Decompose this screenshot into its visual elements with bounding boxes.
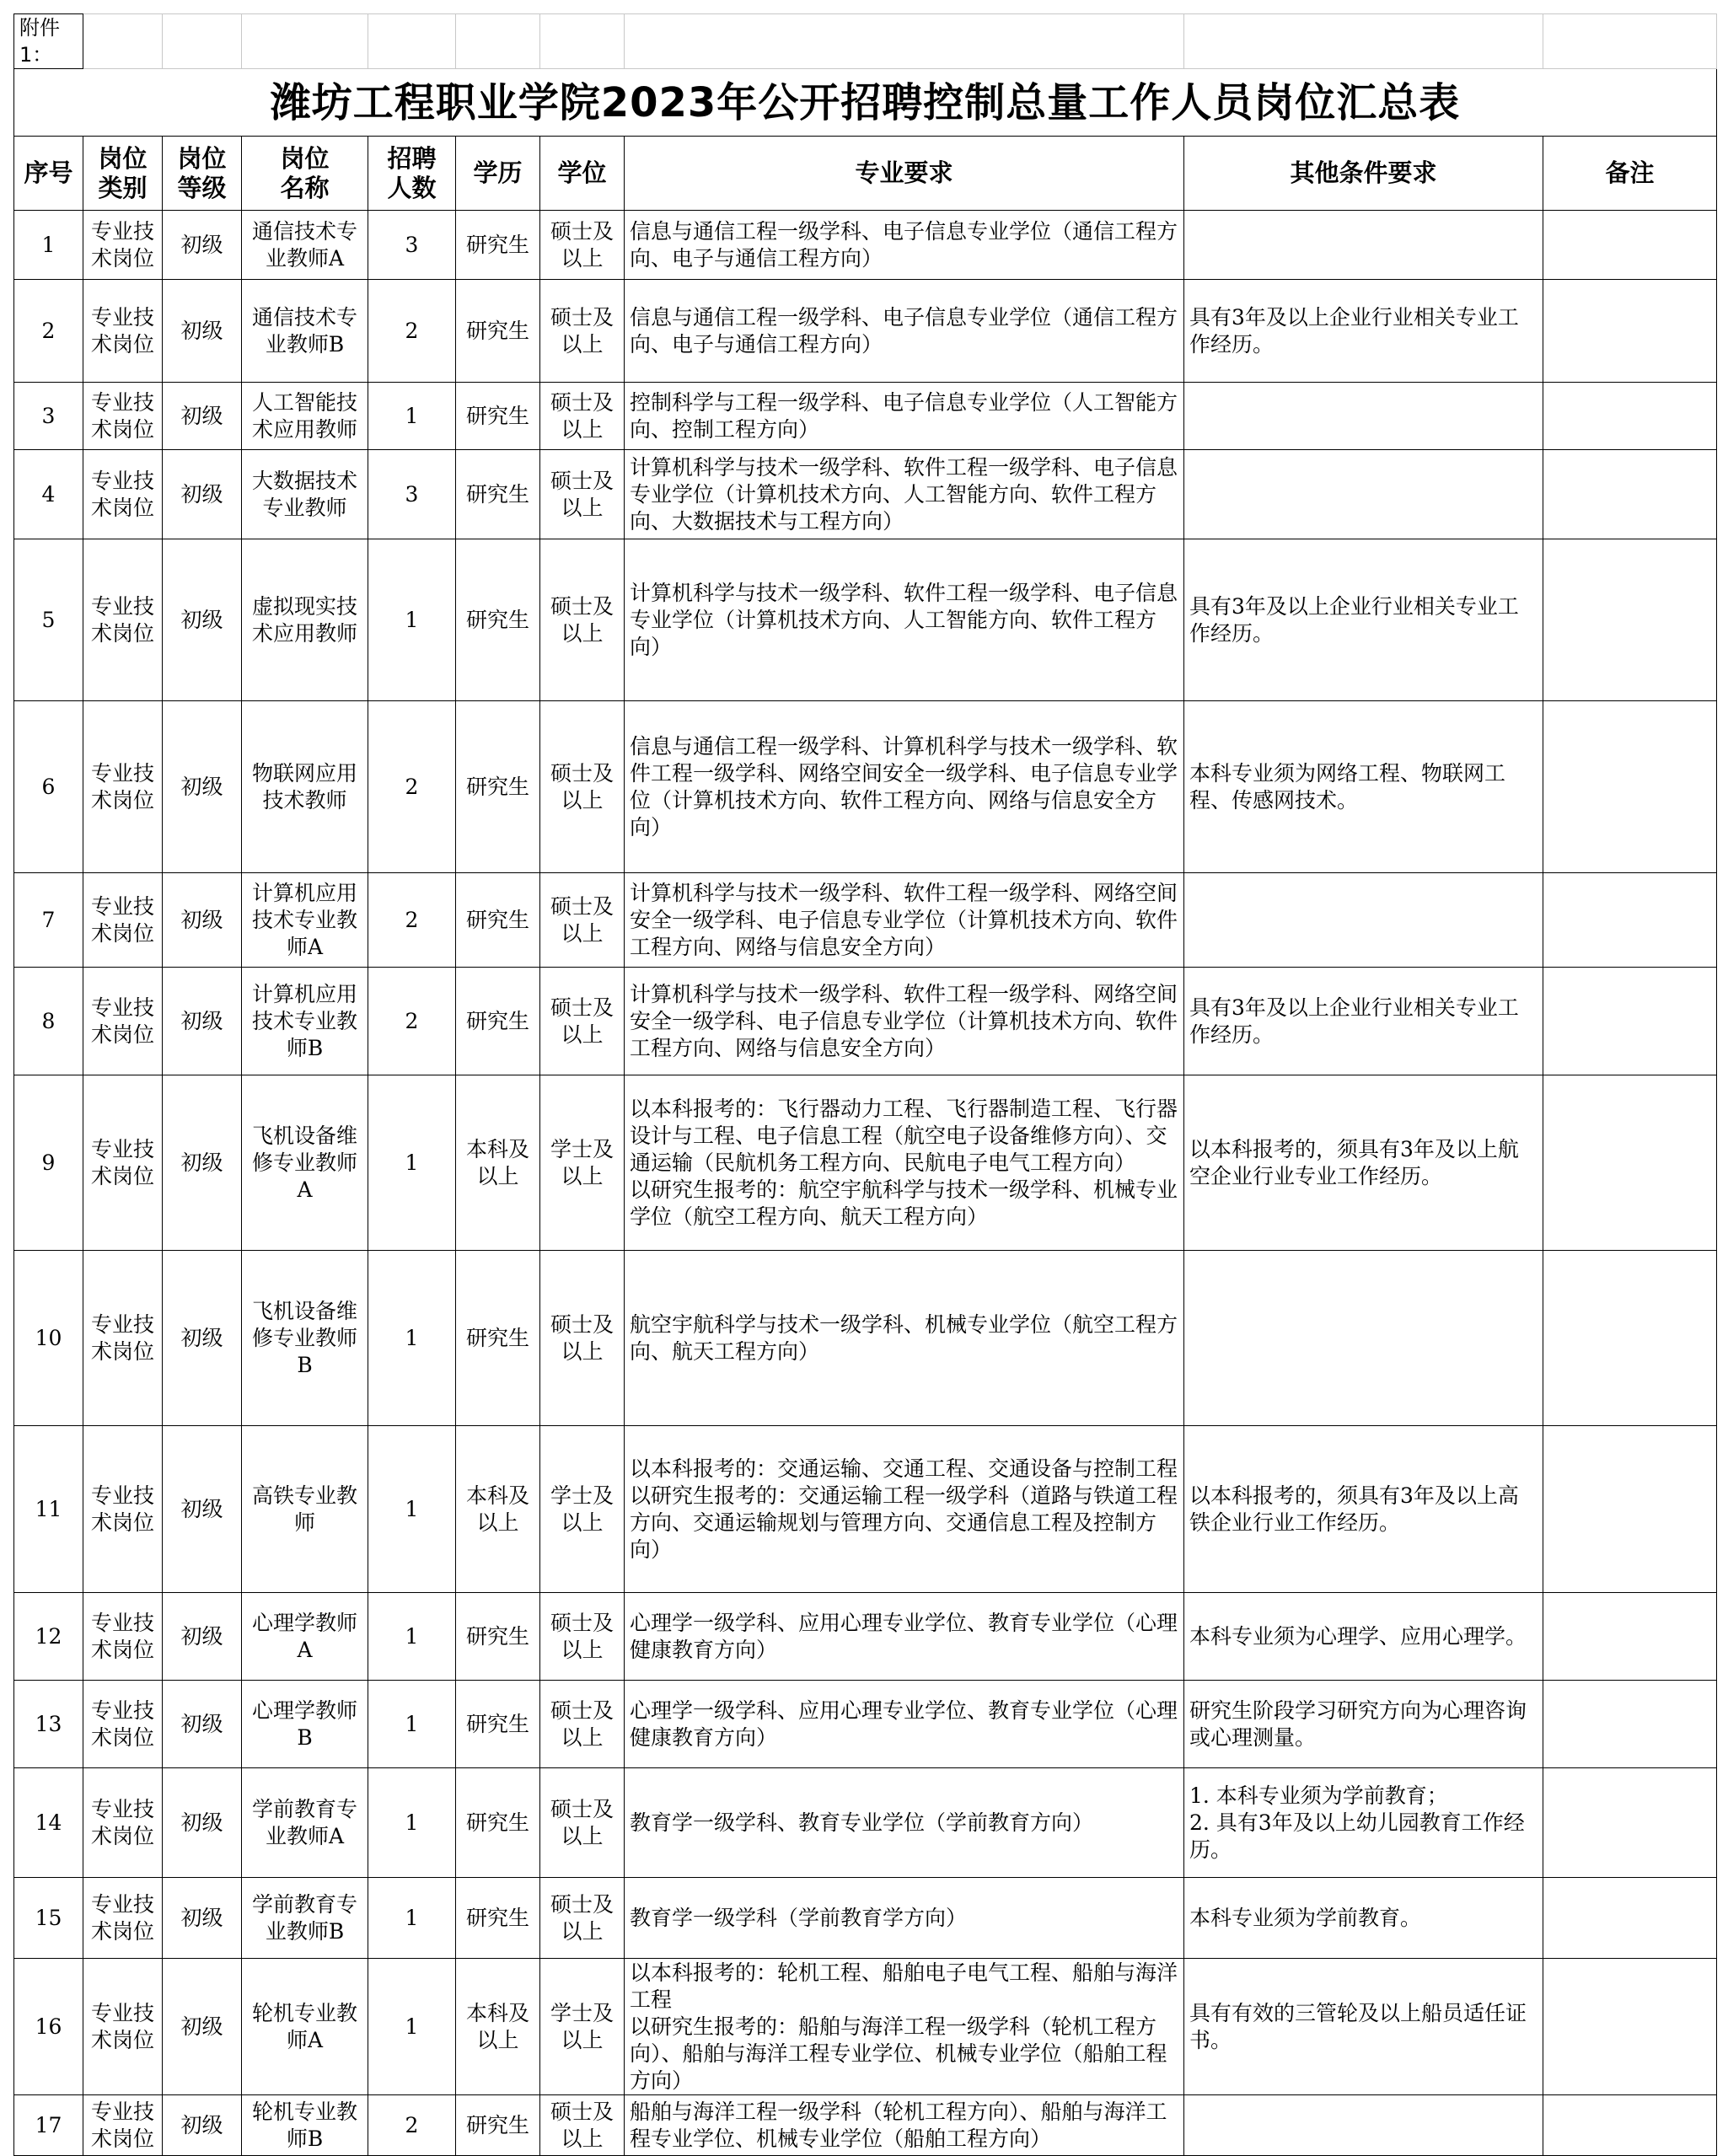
row-major: 心理学一级学科、应用心理专业学位、教育专业学位（心理健康教育方向） xyxy=(625,1681,1184,1768)
row-note xyxy=(1543,1878,1717,1959)
row-count: 2 xyxy=(368,968,456,1075)
row-education: 研究生 xyxy=(456,1878,540,1959)
header-category: 岗位 类别 xyxy=(83,137,163,211)
row-name: 轮机专业教 师B xyxy=(242,2095,368,2156)
table-row xyxy=(14,1768,1717,1878)
row-count: 3 xyxy=(368,450,456,539)
row-major: 信息与通信工程一级学科、电子信息专业学位（通信工程方向、电子与通信工程方向） xyxy=(625,280,1184,383)
row-education: 研究生 xyxy=(456,968,540,1075)
row-degree: 硕士及 以上 xyxy=(540,1768,625,1878)
row-major: 航空宇航科学与技术一级学科、机械专业学位（航空工程方向、航天工程方向） xyxy=(625,1251,1184,1426)
row-no: 8 xyxy=(14,968,83,1075)
row-name: 飞机设备维 修专业教师B xyxy=(242,1251,368,1426)
row-education: 研究生 xyxy=(456,1593,540,1681)
table-row xyxy=(14,2095,1717,2156)
row-major: 以本科报考的：飞行器动力工程、飞行器制造工程、飞行器设计与工程、电子信息工程（航空电子设备维修方向）、交通运输（民航机务工程方向、民航电子电气工程方向） 以研究生报考的：航空宇航科学与技术一级学科、机械专业学位（航空工程方向、航天工程方向） xyxy=(625,1075,1184,1251)
row-name: 心理学教师A xyxy=(242,1593,368,1681)
row-category: 专业技 术岗位 xyxy=(83,968,163,1075)
row-no: 12 xyxy=(14,1593,83,1681)
row-degree: 硕士及 以上 xyxy=(540,450,625,539)
row-category: 专业技 术岗位 xyxy=(83,1681,163,1768)
row-category: 专业技 术岗位 xyxy=(83,1426,163,1593)
row-major: 以本科报考的：交通运输、交通工程、交通设备与控制工程 以研究生报考的：交通运输工程一级学科（道路与铁道工程方向、交通运输规划与管理方向、交通信息工程及控制方向） xyxy=(625,1426,1184,1593)
row-count: 1 xyxy=(368,1251,456,1426)
row-education: 研究生 xyxy=(456,1251,540,1426)
row-major: 心理学一级学科、应用心理专业学位、教育专业学位（心理健康教育方向） xyxy=(625,1593,1184,1681)
row-degree: 学士及 以上 xyxy=(540,1075,625,1251)
row-level: 初级 xyxy=(163,1593,242,1681)
header-note: 备注 xyxy=(1543,137,1717,211)
row-category: 专业技 术岗位 xyxy=(83,701,163,873)
row-education: 研究生 xyxy=(456,383,540,450)
empty-cell xyxy=(83,14,163,69)
row-note xyxy=(1543,280,1717,383)
row-name: 物联网应用 技术教师 xyxy=(242,701,368,873)
row-major: 以本科报考的：轮机工程、船舶电子电气工程、船舶与海洋工程 以研究生报考的：船舶与海洋工程一级学科（轮机工程方向）、船舶与海洋工程专业学位、机械专业学位（船舶工程方向） xyxy=(625,1959,1184,2095)
row-category: 专业技 术岗位 xyxy=(83,1768,163,1878)
row-level: 初级 xyxy=(163,701,242,873)
row-level: 初级 xyxy=(163,1959,242,2095)
header-other: 其他条件要求 xyxy=(1184,137,1543,211)
row-category: 专业技 术岗位 xyxy=(83,1959,163,2095)
row-category: 专业技 术岗位 xyxy=(83,539,163,701)
row-other: 具有3年及以上企业行业相关专业工作经历。 xyxy=(1184,968,1543,1075)
header-education: 学历 xyxy=(456,137,540,211)
row-level: 初级 xyxy=(163,1681,242,1768)
header-level: 岗位 等级 xyxy=(163,137,242,211)
row-note xyxy=(1543,539,1717,701)
row-education: 研究生 xyxy=(456,211,540,280)
row-no: 9 xyxy=(14,1075,83,1251)
row-degree: 硕士及 以上 xyxy=(540,211,625,280)
row-count: 2 xyxy=(368,280,456,383)
row-major: 教育学一级学科、教育专业学位（学前教育方向） xyxy=(625,1768,1184,1878)
table-row xyxy=(14,539,1717,701)
row-no: 16 xyxy=(14,1959,83,2095)
row-major: 计算机科学与技术一级学科、软件工程一级学科、电子信息专业学位（计算机技术方向、人工智能方向、软件工程方向、大数据技术与工程方向） xyxy=(625,450,1184,539)
row-no: 7 xyxy=(14,873,83,968)
row-name: 大数据技术 专业教师 xyxy=(242,450,368,539)
row-level: 初级 xyxy=(163,1426,242,1593)
row-other: 以本科报考的，须具有3年及以上航空企业行业专业工作经历。 xyxy=(1184,1075,1543,1251)
row-degree: 硕士及 以上 xyxy=(540,1593,625,1681)
row-count: 1 xyxy=(368,383,456,450)
row-name: 心理学教师B xyxy=(242,1681,368,1768)
row-count: 1 xyxy=(368,539,456,701)
row-education: 研究生 xyxy=(456,2095,540,2156)
row-other: 具有3年及以上企业行业相关专业工作经历。 xyxy=(1184,539,1543,701)
row-other: 本科专业须为网络工程、物联网工程、传感网技术。 xyxy=(1184,701,1543,873)
row-note xyxy=(1543,701,1717,873)
title-row xyxy=(14,69,1717,137)
empty-cell xyxy=(242,14,368,69)
row-degree: 硕士及 以上 xyxy=(540,968,625,1075)
row-category: 专业技 术岗位 xyxy=(83,873,163,968)
table-row xyxy=(14,873,1717,968)
table-row xyxy=(14,701,1717,873)
row-level: 初级 xyxy=(163,383,242,450)
annex-label: 附件1： xyxy=(14,14,83,69)
table-row xyxy=(14,1426,1717,1593)
row-degree: 硕士及 以上 xyxy=(540,873,625,968)
header-degree: 学位 xyxy=(540,137,625,211)
row-category: 专业技 术岗位 xyxy=(83,1878,163,1959)
row-no: 3 xyxy=(14,383,83,450)
row-other: 具有3年及以上企业行业相关专业工作经历。 xyxy=(1184,280,1543,383)
row-name: 通信技术专 业教师B xyxy=(242,280,368,383)
row-category: 专业技 术岗位 xyxy=(83,1075,163,1251)
row-degree: 硕士及 以上 xyxy=(540,1251,625,1426)
row-degree: 学士及 以上 xyxy=(540,1959,625,2095)
row-education: 研究生 xyxy=(456,701,540,873)
row-no: 1 xyxy=(14,211,83,280)
row-other xyxy=(1184,383,1543,450)
row-name: 虚拟现实技 术应用教师 xyxy=(242,539,368,701)
row-level: 初级 xyxy=(163,1251,242,1426)
row-level: 初级 xyxy=(163,539,242,701)
row-level: 初级 xyxy=(163,211,242,280)
header-count: 招聘 人数 xyxy=(368,137,456,211)
row-name: 人工智能技 术应用教师 xyxy=(242,383,368,450)
row-other: 1. 本科专业须为学前教育； 2. 具有3年及以上幼儿园教育工作经历。 xyxy=(1184,1768,1543,1878)
row-no: 2 xyxy=(14,280,83,383)
header-name: 岗位 名称 xyxy=(242,137,368,211)
row-degree: 硕士及 以上 xyxy=(540,383,625,450)
row-education: 研究生 xyxy=(456,1681,540,1768)
row-other: 本科专业须为学前教育。 xyxy=(1184,1878,1543,1959)
row-education: 本科及 以上 xyxy=(456,1426,540,1593)
row-no: 10 xyxy=(14,1251,83,1426)
row-no: 4 xyxy=(14,450,83,539)
row-major: 计算机科学与技术一级学科、软件工程一级学科、网络空间安全一级学科、电子信息专业学位（计算机技术方向、软件工程方向、网络与信息安全方向） xyxy=(625,968,1184,1075)
row-name: 高铁专业教 师 xyxy=(242,1426,368,1593)
row-education: 研究生 xyxy=(456,539,540,701)
row-degree: 硕士及 以上 xyxy=(540,701,625,873)
row-note xyxy=(1543,1681,1717,1768)
table-row xyxy=(14,383,1717,450)
row-other xyxy=(1184,211,1543,280)
row-note xyxy=(1543,2095,1717,2156)
row-category: 专业技 术岗位 xyxy=(83,1593,163,1681)
empty-cell xyxy=(368,14,456,69)
row-note xyxy=(1543,1959,1717,2095)
table-row xyxy=(14,968,1717,1075)
row-degree: 硕士及 以上 xyxy=(540,280,625,383)
row-count: 1 xyxy=(368,1075,456,1251)
row-name: 计算机应用 技术专业教 师A xyxy=(242,873,368,968)
row-other: 具有有效的三管轮及以上船员适任证书。 xyxy=(1184,1959,1543,2095)
row-major: 信息与通信工程一级学科、计算机科学与技术一级学科、软件工程一级学科、网络空间安全一级学科、电子信息专业学位（计算机技术方向、软件工程方向、网络与信息安全方向） xyxy=(625,701,1184,873)
row-name: 计算机应用 技术专业教 师B xyxy=(242,968,368,1075)
row-degree: 硕士及 以上 xyxy=(540,1878,625,1959)
row-category: 专业技 术岗位 xyxy=(83,280,163,383)
header-major: 专业要求 xyxy=(625,137,1184,211)
table-row xyxy=(14,1959,1717,2095)
header-no: 序号 xyxy=(14,137,83,211)
empty-cell xyxy=(625,14,1184,69)
table-row xyxy=(14,280,1717,383)
row-note xyxy=(1543,968,1717,1075)
table-title: 潍坊工程职业学院2023年公开招聘控制总量工作人员岗位汇总表 xyxy=(14,69,1717,137)
row-count: 1 xyxy=(368,1768,456,1878)
row-major: 信息与通信工程一级学科、电子信息专业学位（通信工程方向、电子与通信工程方向） xyxy=(625,211,1184,280)
row-major: 计算机科学与技术一级学科、软件工程一级学科、网络空间安全一级学科、电子信息专业学位（计算机技术方向、软件工程方向、网络与信息安全方向） xyxy=(625,873,1184,968)
row-level: 初级 xyxy=(163,2095,242,2156)
row-note xyxy=(1543,873,1717,968)
row-level: 初级 xyxy=(163,1878,242,1959)
row-name: 通信技术专 业教师A xyxy=(242,211,368,280)
row-other xyxy=(1184,873,1543,968)
row-count: 3 xyxy=(368,211,456,280)
row-count: 1 xyxy=(368,1426,456,1593)
row-count: 2 xyxy=(368,873,456,968)
row-no: 6 xyxy=(14,701,83,873)
row-level: 初级 xyxy=(163,1075,242,1251)
row-note xyxy=(1543,1426,1717,1593)
row-note xyxy=(1543,211,1717,280)
row-degree: 硕士及 以上 xyxy=(540,1681,625,1768)
row-name: 飞机设备维 修专业教师A xyxy=(242,1075,368,1251)
row-no: 15 xyxy=(14,1878,83,1959)
table-row xyxy=(14,1878,1717,1959)
row-category: 专业技 术岗位 xyxy=(83,211,163,280)
row-other: 本科专业须为心理学、应用心理学。 xyxy=(1184,1593,1543,1681)
table-row xyxy=(14,1075,1717,1251)
row-other xyxy=(1184,450,1543,539)
row-degree: 硕士及 以上 xyxy=(540,539,625,701)
row-other xyxy=(1184,2095,1543,2156)
row-major: 船舶与海洋工程一级学科（轮机工程方向）、船舶与海洋工程专业学位、机械专业学位（船舶工程方向） xyxy=(625,2095,1184,2156)
row-count: 1 xyxy=(368,1593,456,1681)
row-level: 初级 xyxy=(163,280,242,383)
row-other: 研究生阶段学习研究方向为心理咨询或心理测量。 xyxy=(1184,1681,1543,1768)
row-note xyxy=(1543,383,1717,450)
row-major: 控制科学与工程一级学科、电子信息专业学位（人工智能方向、控制工程方向） xyxy=(625,383,1184,450)
row-other xyxy=(1184,1251,1543,1426)
row-category: 专业技 术岗位 xyxy=(83,1251,163,1426)
table-row xyxy=(14,211,1717,280)
row-level: 初级 xyxy=(163,968,242,1075)
row-education: 研究生 xyxy=(456,450,540,539)
table-row xyxy=(14,450,1717,539)
empty-cell xyxy=(540,14,625,69)
row-education: 本科及 以上 xyxy=(456,1075,540,1251)
row-other: 以本科报考的，须具有3年及以上高铁企业行业工作经历。 xyxy=(1184,1426,1543,1593)
table-row xyxy=(14,1681,1717,1768)
empty-cell xyxy=(1543,14,1717,69)
recruitment-table xyxy=(13,13,1717,2156)
row-note xyxy=(1543,1768,1717,1878)
row-degree: 学士及 以上 xyxy=(540,1426,625,1593)
row-major: 教育学一级学科（学前教育学方向） xyxy=(625,1878,1184,1959)
row-education: 本科及 以上 xyxy=(456,1959,540,2095)
table-row xyxy=(14,1593,1717,1681)
row-note xyxy=(1543,450,1717,539)
row-no: 5 xyxy=(14,539,83,701)
row-count: 2 xyxy=(368,2095,456,2156)
row-no: 13 xyxy=(14,1681,83,1768)
row-count: 1 xyxy=(368,1959,456,2095)
row-level: 初级 xyxy=(163,873,242,968)
empty-cell xyxy=(163,14,242,69)
row-note xyxy=(1543,1593,1717,1681)
row-major: 计算机科学与技术一级学科、软件工程一级学科、电子信息专业学位（计算机技术方向、人工智能方向、软件工程方向） xyxy=(625,539,1184,701)
row-category: 专业技 术岗位 xyxy=(83,450,163,539)
row-education: 研究生 xyxy=(456,280,540,383)
row-education: 研究生 xyxy=(456,873,540,968)
empty-cell xyxy=(1184,14,1543,69)
table-row xyxy=(14,1251,1717,1426)
row-education: 研究生 xyxy=(456,1768,540,1878)
row-count: 1 xyxy=(368,1878,456,1959)
row-category: 专业技 术岗位 xyxy=(83,383,163,450)
row-degree: 硕士及 以上 xyxy=(540,2095,625,2156)
row-name: 学前教育专 业教师A xyxy=(242,1768,368,1878)
row-name: 轮机专业教 师A xyxy=(242,1959,368,2095)
row-name: 学前教育专 业教师B xyxy=(242,1878,368,1959)
empty-cell xyxy=(456,14,540,69)
row-level: 初级 xyxy=(163,1768,242,1878)
annex-row xyxy=(14,14,1717,69)
row-category: 专业技 术岗位 xyxy=(83,2095,163,2156)
row-note xyxy=(1543,1075,1717,1251)
row-no: 17 xyxy=(14,2095,83,2156)
row-note xyxy=(1543,1251,1717,1426)
row-no: 11 xyxy=(14,1426,83,1593)
row-count: 1 xyxy=(368,1681,456,1768)
row-no: 14 xyxy=(14,1768,83,1878)
header-row xyxy=(14,137,1717,211)
row-level: 初级 xyxy=(163,450,242,539)
row-count: 2 xyxy=(368,701,456,873)
